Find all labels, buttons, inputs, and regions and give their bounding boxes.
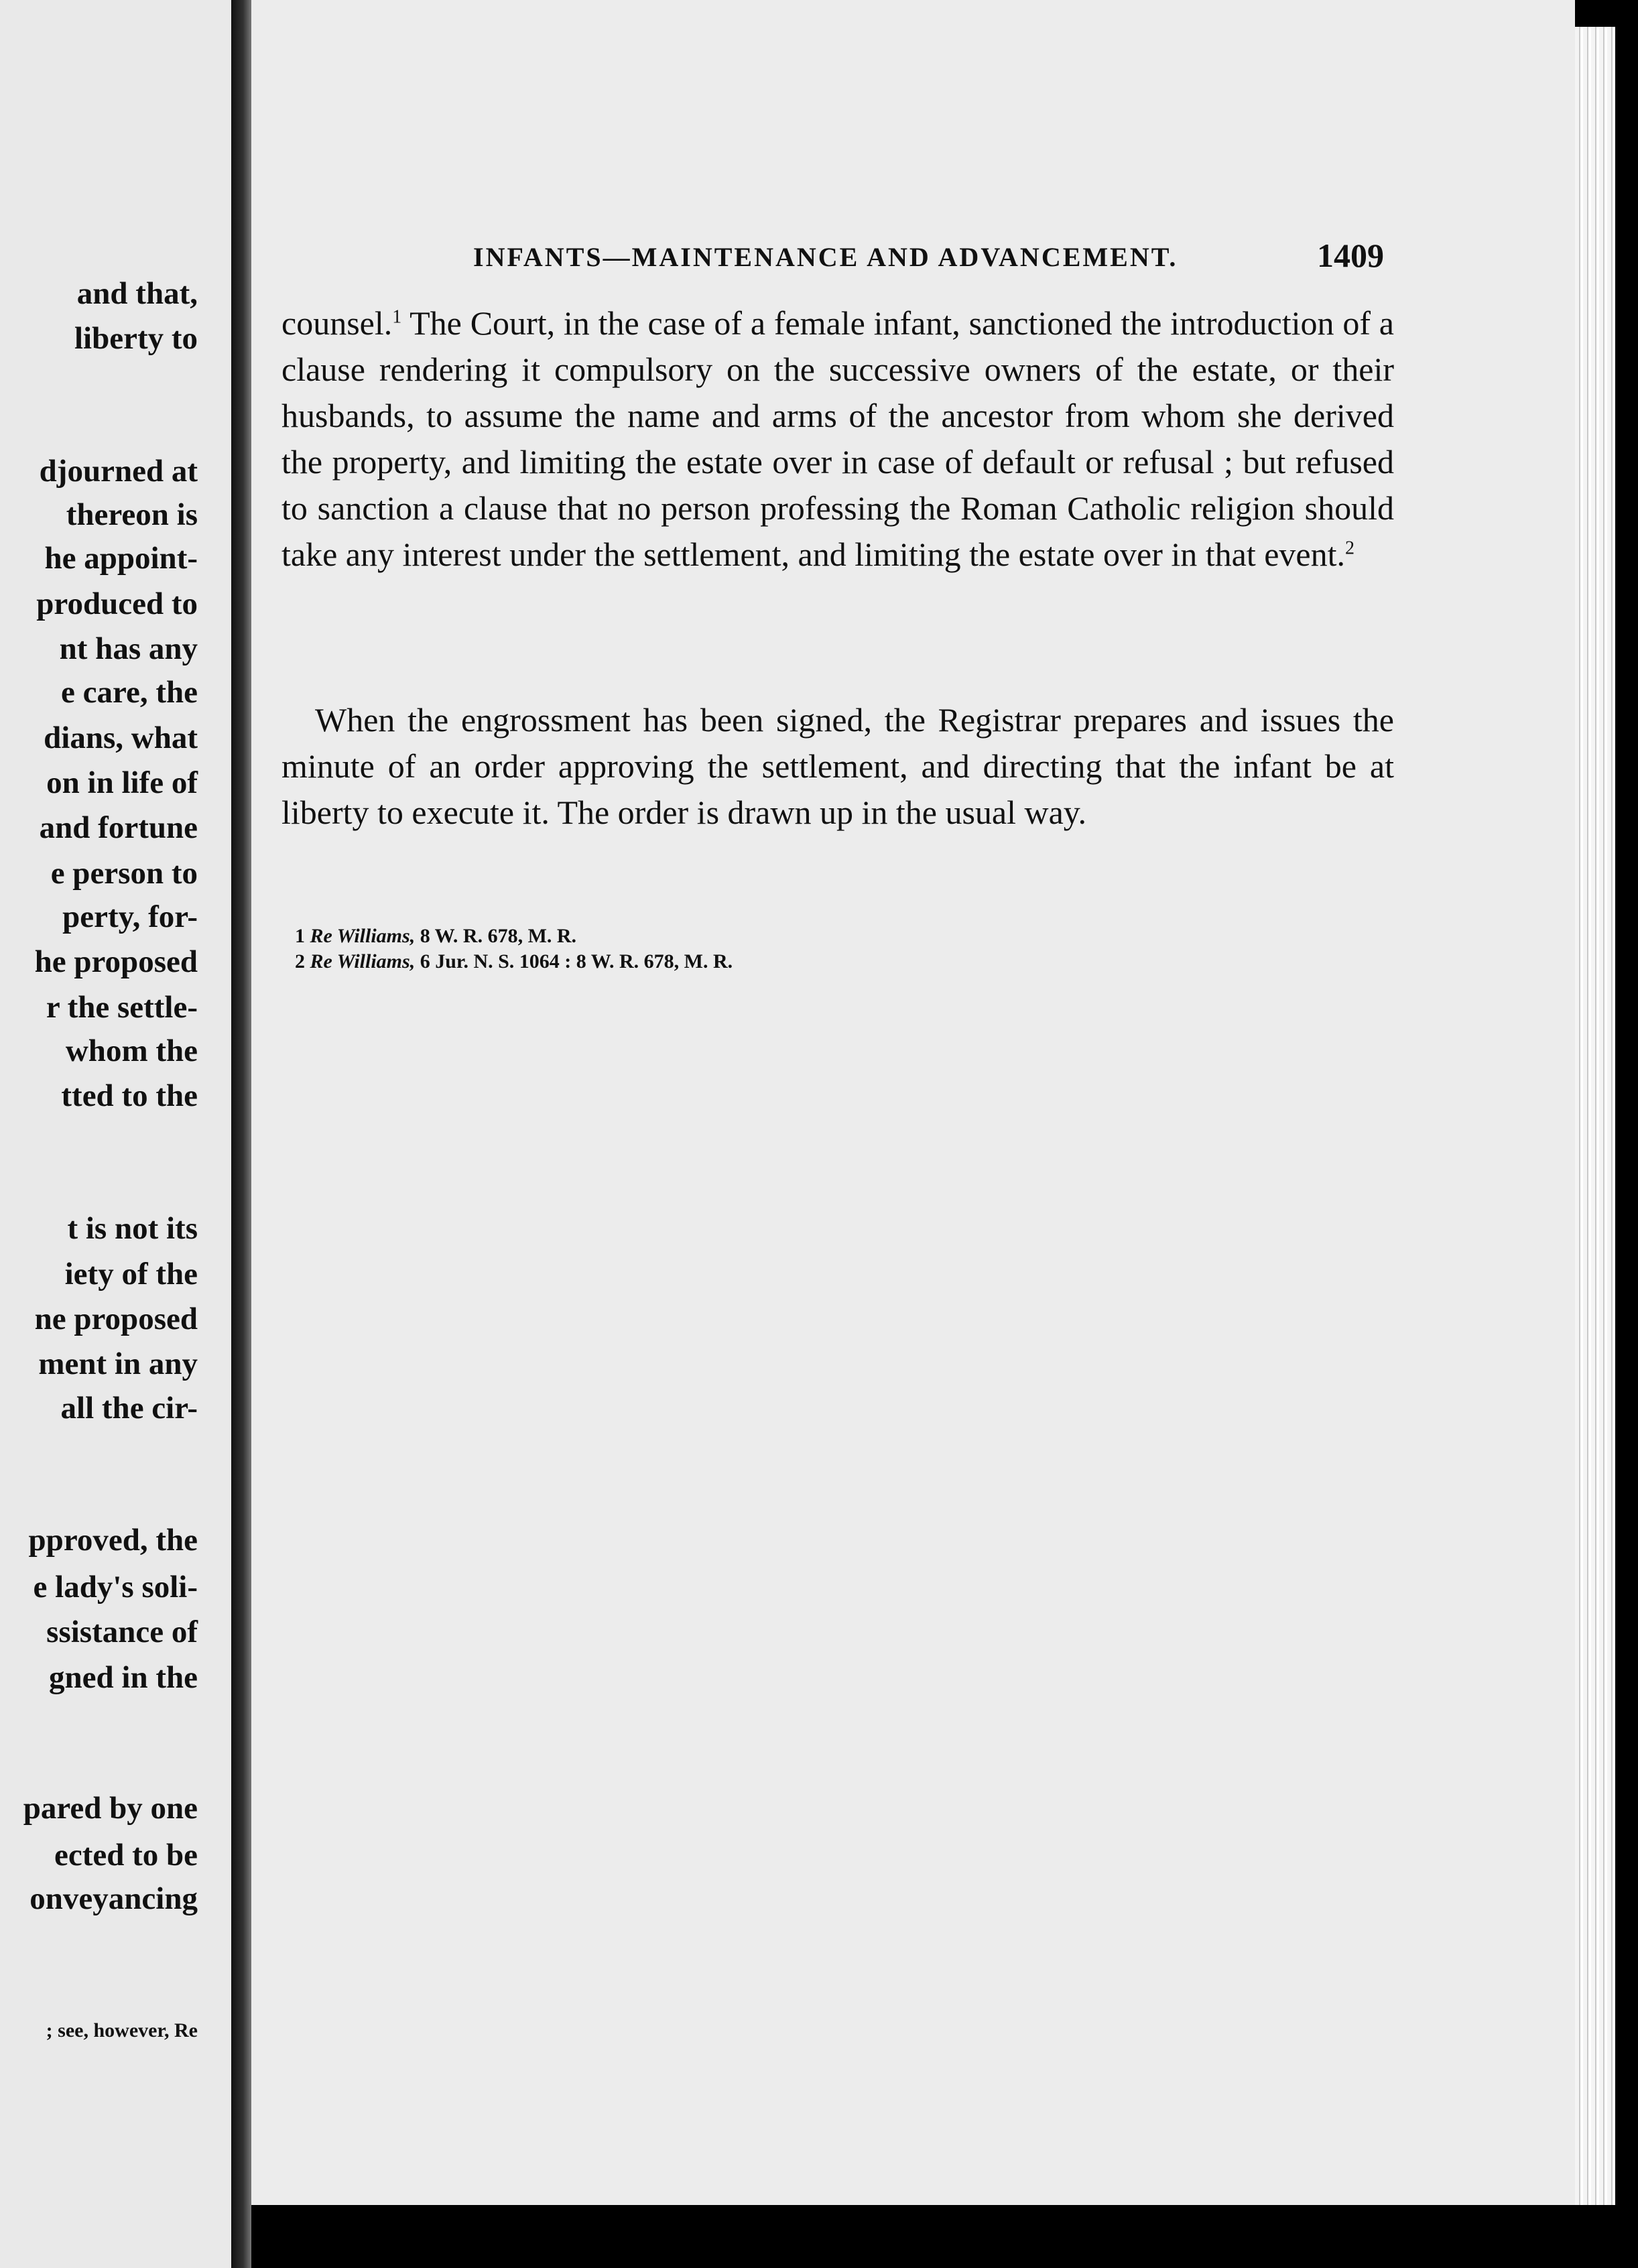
facing-page-line: e person to [50,856,198,891]
facing-page-line: he proposed [34,944,198,979]
scan-border [251,2205,1615,2268]
facing-page-line: whom the [65,1033,198,1068]
facing-page-line: liberty to [74,321,198,356]
facing-page-line: djourned at [39,454,198,489]
facing-page-line: ne proposed [34,1302,198,1336]
footnotes [295,924,733,974]
running-head: INFANTS—MAINTENANCE AND ADVANCEMENT. [473,242,1178,272]
facing-page-line: all the cir- [60,1391,198,1426]
facing-page-line: onveyancing [29,1881,198,1916]
facing-page-line: dians, what [44,720,198,755]
facing-page [0,0,231,2268]
facing-page-line: tted to the [61,1078,198,1113]
footnote-citation: 6 Jur. N. S. 1064 : 8 W. R. 678, M. R. [415,950,733,972]
facing-page-line: on in life of [46,765,198,800]
facing-page-line: e lady's soli- [33,1570,198,1604]
footnote-number: 2 [295,950,305,972]
footnote [295,949,733,974]
footnote-citation: 8 W. R. 678, M. R. [415,925,577,947]
footnote-ref-2[interactable]: 2 [1345,538,1354,559]
page-number: 1409 [1317,237,1384,274]
footnote-case: Re Williams, [310,950,416,972]
facing-page-line: ected to be [54,1838,198,1873]
facing-page-line: perty, for- [62,899,198,934]
facing-page-line: t is not its [67,1211,198,1246]
facing-page-line: pproved, the [28,1523,198,1558]
facing-page-line: nt has any [59,631,198,666]
paragraph-1 [281,300,1394,578]
facing-page-line: and that, [76,276,198,311]
facing-page-line: pared by one [23,1791,198,1826]
gutter-shadow [231,0,251,2268]
facing-page-line: ssistance of [46,1615,198,1649]
footnote [295,924,733,949]
facing-page-footnote: ; see, however, Re [46,2019,198,2041]
facing-page-line: he appoint- [44,541,198,576]
facing-page-line: gned in the [49,1660,198,1695]
facing-page-line: and fortune [39,810,198,845]
page-edges [1575,27,1615,2218]
footnote-number: 1 [295,925,305,947]
facing-page-line: e care, the [61,675,198,710]
footnote-case: Re Williams, [310,925,416,947]
facing-page-line: thereon is [66,497,198,532]
paragraph-1-start: counsel. [281,304,393,342]
paragraph-1-body: The Court, in the case of a female infant, sanctioned the introduction of a clause rendering it compulsory on the successive owners of the estate, or their husbands, to assume the name and arms of the ancestor from whom she derived the property, and limiting the estate over in case of default or refusal ; but refused to sanction a clause that no person professing the Roman Catholic religion should take any interest under the settlement, and limiting the estate over in that event. [281,304,1394,573]
facing-page-line: iety of the [64,1257,198,1292]
facing-page-line: ment in any [38,1346,198,1381]
facing-page-line: produced to [36,586,198,621]
facing-page-line: r the settle- [46,990,198,1025]
footnote-ref-1[interactable]: 1 [392,306,402,328]
paragraph-2: When the engrossment has been signed, the Registrar prepares and issues the minute of an order approving the settlement, and directing that the infant be at liberty to execute it. The order is drawn up in the usual way. [281,701,1394,831]
